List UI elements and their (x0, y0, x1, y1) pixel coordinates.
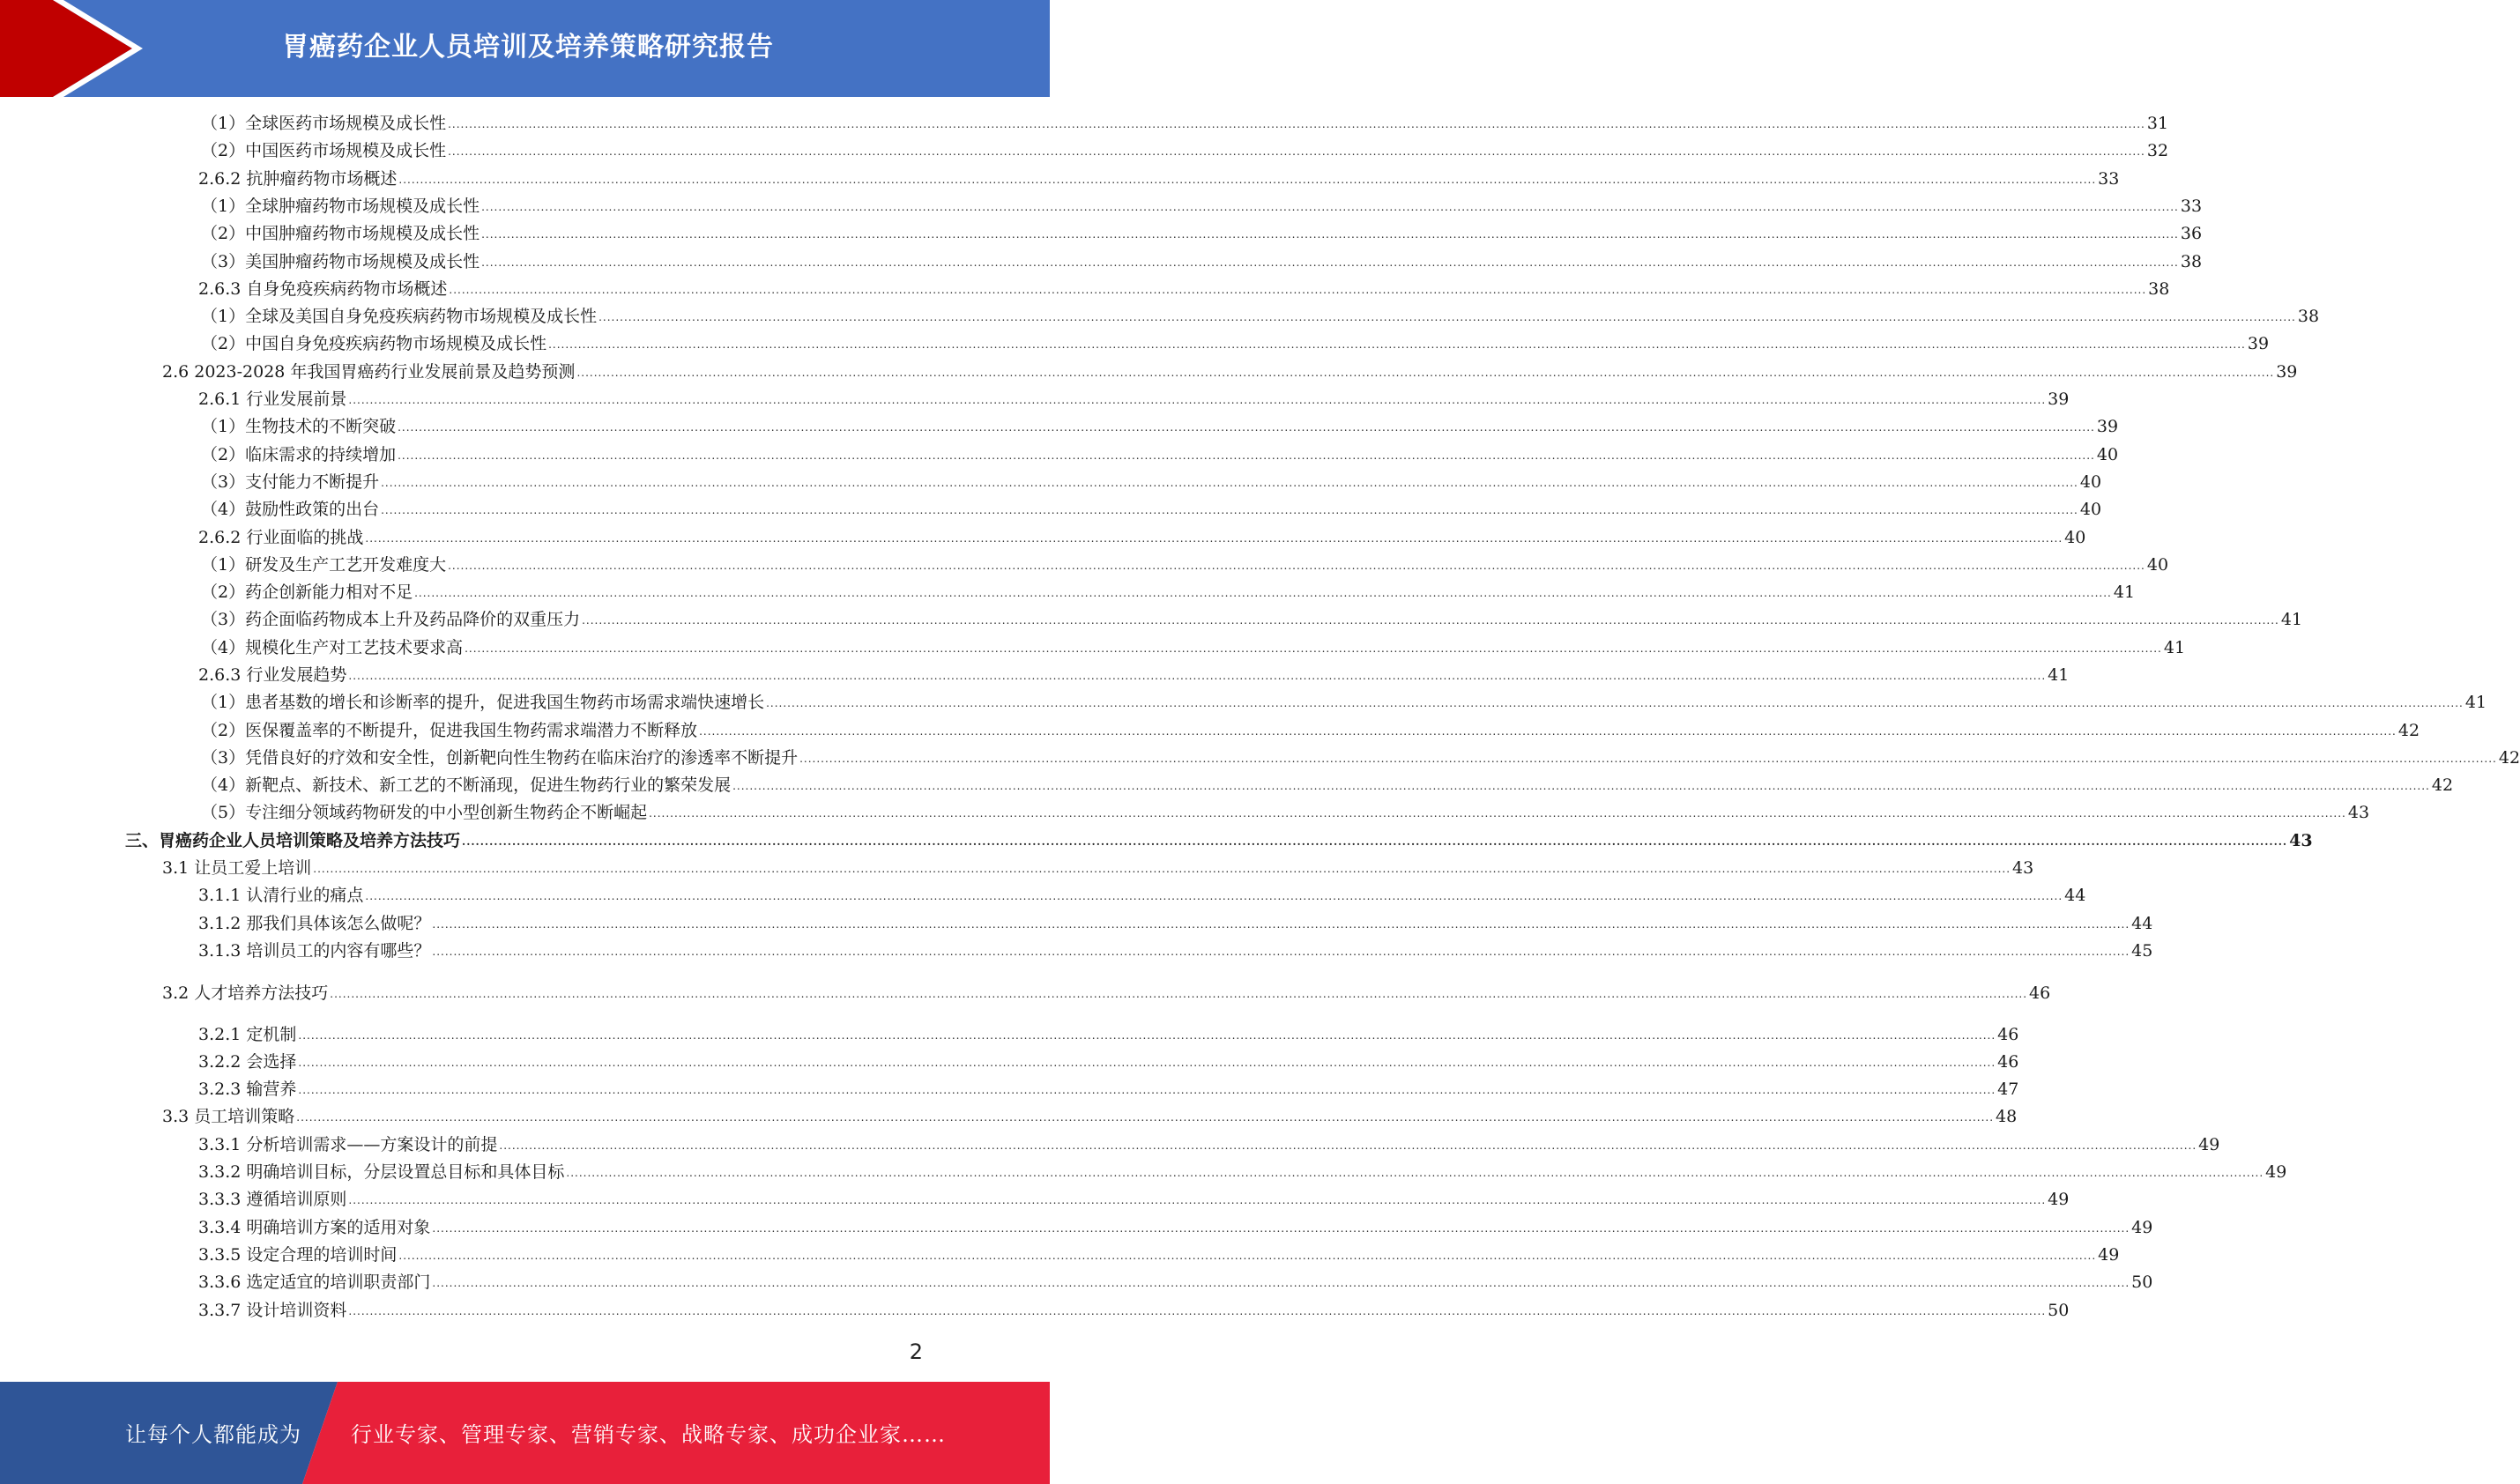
toc-entry-page: 40 (2146, 555, 2169, 575)
toc-entry-page: 39 (2096, 417, 2119, 436)
toc-entry[interactable] (201, 719, 2420, 742)
toc-leader-dots: ................................................................................................................................................................................................................................................................................................................................................................................................................ (398, 449, 2095, 462)
toc-leader-dots: ................................................................................................................................................................................................................................................................................................................................................................................................................ (766, 697, 2464, 709)
toc-entry-page: 49 (2098, 1245, 2120, 1265)
toc-leader-dots: ................................................................................................................................................................................................................................................................................................................................................................................................................ (548, 338, 2246, 351)
toc-entry-title: 2.6.3 行业发展趋势 (198, 665, 347, 685)
toc-leader-dots: ................................................................................................................................................................................................................................................................................................................................................................................................................ (432, 1277, 2130, 1289)
toc-entry-title: 3.1.1 认清行业的痛点 (198, 886, 364, 905)
toc-entry-page: 32 (2146, 141, 2169, 160)
toc-leader-dots: ................................................................................................................................................................................................................................................................................................................................................................................................................ (582, 614, 2279, 627)
toc-entry[interactable] (198, 1243, 2120, 1266)
toc-entry[interactable] (198, 1078, 2019, 1101)
toc-entry[interactable] (201, 581, 2136, 604)
toc-entry-title: （5）专注细分领域药物研发的中小型创新生物药企不断崛起 (201, 803, 648, 822)
toc-entry-title: 3.3.2 明确培训目标，分层设置总目标和具体目标 (198, 1162, 565, 1182)
toc-entry-title: 3.3 员工培训策略 (162, 1107, 295, 1126)
toc-entry[interactable] (201, 498, 2102, 521)
toc-entry-page: 43 (2289, 831, 2313, 850)
toc-entry-title: 3.3.5 设定合理的培训时间 (198, 1245, 398, 1265)
toc-entry-page: 46 (1997, 1052, 2019, 1072)
toc-entry-page: 43 (2012, 858, 2034, 878)
toc-entry-title: 3.2.1 定机制 (198, 1025, 297, 1044)
toc-entry-page: 41 (2113, 582, 2136, 602)
toc-entry-title: （3）凭借良好的疗效和安全性，创新靶向性生物药在临床治疗的渗透率不断提升 (201, 748, 799, 768)
toc-leader-dots: ................................................................................................................................................................................................................................................................................................................................................................................................................ (432, 946, 2130, 958)
toc-entry-title: 3.3.1 分析培训需求——方案设计的前提 (198, 1135, 498, 1154)
toc-entry-page: 44 (2131, 914, 2153, 933)
footer-slogan-right: 行业专家、管理专家、营销专家、战略专家、成功企业家…… (351, 1422, 946, 1447)
toc-entry[interactable] (201, 112, 2169, 135)
toc-entry-title: 3.2 人才培养方法技巧 (162, 983, 329, 1003)
toc-entry-page: 50 (2048, 1301, 2070, 1320)
toc-entry-title: （3）药企面临药物成本上升及药品降价的双重压力 (201, 610, 581, 629)
toc-entry-page: 49 (2198, 1135, 2220, 1154)
toc-entry-page: 42 (2431, 775, 2454, 795)
toc-entry-title: （2）临床需求的持续增加 (201, 445, 397, 464)
toc-entry[interactable] (198, 1188, 2070, 1211)
toc-entry[interactable] (201, 471, 2102, 493)
toc-entry[interactable] (198, 167, 2120, 190)
toc-entry[interactable] (198, 664, 2070, 686)
toc-entry[interactable] (198, 1216, 2153, 1239)
toc-entry-page: 46 (2029, 983, 2051, 1003)
toc-leader-dots: ................................................................................................................................................................................................................................................................................................................................................................................................................ (566, 1167, 2264, 1179)
toc-entry-title: （1）全球及美国自身免疫疾病药物市场规模及成长性 (201, 307, 598, 326)
toc-leader-dots: ................................................................................................................................................................................................................................................................................................................................................................................................................ (348, 670, 2047, 682)
toc-entry[interactable] (198, 1299, 2070, 1322)
toc-entry-page: 31 (2146, 114, 2169, 133)
toc-entry-title: 3.3.3 遵循培训原则 (198, 1190, 347, 1209)
toc-entry-page: 40 (2064, 528, 2086, 547)
toc-leader-dots: ................................................................................................................................................................................................................................................................................................................................................................................................................ (348, 1194, 2047, 1206)
toc-entry[interactable] (125, 829, 2313, 852)
toc-entry-page: 47 (1997, 1080, 2019, 1099)
toc-entry[interactable] (198, 526, 2086, 549)
toc-leader-dots: ................................................................................................................................................................................................................................................................................................................................................................................................................ (465, 642, 2162, 655)
toc-leader-dots: ................................................................................................................................................................................................................................................................................................................................................................................................................ (398, 1250, 2097, 1262)
toc-leader-dots: ................................................................................................................................................................................................................................................................................................................................................................................................................ (481, 201, 2179, 213)
toc-entry[interactable] (198, 884, 2086, 907)
toc-leader-dots: ................................................................................................................................................................................................................................................................................................................................................................................................................ (381, 477, 2078, 489)
toc-leader-dots: ................................................................................................................................................................................................................................................................................................................................................................................................................ (348, 394, 2047, 406)
page-header (0, 0, 1050, 97)
toc-entry-title: 3.1.2 那我们具体该怎么做呢？ (198, 914, 431, 933)
toc-entry-page: 45 (2131, 941, 2153, 961)
toc-entry[interactable] (201, 746, 2520, 769)
toc-entry[interactable] (201, 139, 2169, 162)
toc-leader-dots: ................................................................................................................................................................................................................................................................................................................................................................................................................ (448, 118, 2145, 130)
toc-entry-page: 49 (2131, 1218, 2153, 1237)
toc-entry-title: 2.6.1 行业发展前景 (198, 390, 347, 409)
toc-leader-dots: ................................................................................................................................................................................................................................................................................................................................................................................................................ (799, 753, 2497, 765)
toc-entry-title: （1）生物技术的不断突破 (201, 417, 397, 436)
toc-entry-title: （1）全球医药市场规模及成长性 (201, 114, 447, 133)
toc-entry-title: 2.6.3 自身免疫疾病药物市场概述 (198, 279, 448, 299)
toc-entry-page: 49 (2265, 1162, 2287, 1182)
toc-leader-dots: ................................................................................................................................................................................................................................................................................................................................................................................................................ (462, 835, 2288, 848)
toc-entry[interactable] (162, 982, 2051, 1005)
toc-entry-title: （2）中国医药市场规模及成长性 (201, 141, 447, 160)
toc-entry[interactable] (201, 305, 2320, 328)
toc-entry[interactable] (201, 553, 2169, 576)
toc-entry-page: 50 (2131, 1273, 2153, 1292)
toc-entry-title: （3）支付能力不断提升 (201, 472, 380, 492)
toc-leader-dots: ................................................................................................................................................................................................................................................................................................................................................................................................................ (449, 284, 2147, 296)
toc-entry-page: 33 (2098, 169, 2120, 189)
toc-entry-title: 2.6 2023-2028 年我国胃癌药行业发展前景及趋势预测 (162, 362, 576, 382)
toc-leader-dots: ................................................................................................................................................................................................................................................................................................................................................................................................................ (298, 1057, 1996, 1069)
toc-entry[interactable] (201, 443, 2119, 466)
toc-leader-dots: ................................................................................................................................................................................................................................................................................................................................................................................................................ (432, 918, 2130, 931)
toc-entry-page: 38 (2297, 307, 2320, 326)
toc-entry[interactable] (201, 250, 2203, 273)
toc-leader-dots: ................................................................................................................................................................................................................................................................................................................................................................................................................ (448, 145, 2145, 158)
toc-entry-title: （2）药企创新能力相对不足 (201, 582, 413, 602)
toc-entry[interactable] (198, 1023, 2019, 1046)
toc-entry-title: （4）鼓励性政策的出台 (201, 500, 380, 519)
toc-leader-dots: ................................................................................................................................................................................................................................................................................................................................................................................................................ (330, 988, 2028, 1000)
toc-entry-title: （2）中国自身免疫疾病药物市场规模及成长性 (201, 334, 547, 353)
toc-entry-page: 33 (2180, 197, 2203, 216)
toc-leader-dots: ................................................................................................................................................................................................................................................................................................................................................................................................................ (414, 587, 2112, 599)
toc-leader-dots: ................................................................................................................................................................................................................................................................................................................................................................................................................ (481, 228, 2179, 241)
toc-entry[interactable] (201, 222, 2203, 245)
toc-entry-page: 38 (2180, 252, 2203, 271)
toc-entry-page: 42 (2498, 748, 2520, 768)
toc-entry-page: 42 (2397, 721, 2420, 740)
toc-leader-dots: ................................................................................................................................................................................................................................................................................................................................................................................................................ (649, 807, 2346, 820)
toc-entry[interactable] (198, 278, 2170, 301)
toc-leader-dots: ................................................................................................................................................................................................................................................................................................................................................................................................................ (398, 174, 2097, 186)
toc-entry[interactable] (201, 332, 2270, 355)
toc-entry-title: 三、胃癌药企业人员培训策略及培养方法技巧 (125, 831, 461, 850)
toc-entry[interactable] (198, 1271, 2153, 1294)
toc-entry[interactable] (201, 636, 2186, 659)
toc-leader-dots: ................................................................................................................................................................................................................................................................................................................................................................................................................ (381, 504, 2078, 516)
toc-leader-dots: ................................................................................................................................................................................................................................................................................................................................................................................................................ (398, 421, 2095, 434)
toc-leader-dots: ................................................................................................................................................................................................................................................................................................................................................................................................................ (298, 1029, 1996, 1042)
toc-entry-page: 41 (2048, 665, 2070, 685)
toc-entry[interactable] (198, 388, 2070, 411)
toc-entry-page: 44 (2064, 886, 2086, 905)
toc-entry-page: 46 (1997, 1025, 2019, 1044)
toc-leader-dots: ................................................................................................................................................................................................................................................................................................................................................................................................................ (365, 532, 2063, 545)
toc-entry-page: 49 (2048, 1190, 2070, 1209)
toc-entry-page: 39 (2276, 362, 2298, 382)
toc-entry[interactable] (162, 1105, 2018, 1128)
toc-leader-dots: ................................................................................................................................................................................................................................................................................................................................................................................................................ (365, 890, 2063, 902)
toc-leader-dots: ................................................................................................................................................................................................................................................................................................................................................................................................................ (481, 256, 2179, 269)
toc-entry-title: 3.3.6 选定适宜的培训职责部门 (198, 1273, 431, 1292)
toc-entry-title: （1）全球肿瘤药物市场规模及成长性 (201, 197, 480, 216)
page-footer (0, 1382, 1050, 1484)
toc-leader-dots: ................................................................................................................................................................................................................................................................................................................................................................................................................ (448, 560, 2145, 572)
toc-entry[interactable] (201, 801, 2370, 824)
toc-entry[interactable] (198, 1050, 2019, 1073)
toc-entry-page: 40 (2079, 472, 2102, 492)
toc-entry-title: 3.3.7 设计培训资料 (198, 1301, 347, 1320)
toc-entry[interactable] (198, 1161, 2287, 1183)
toc-entry[interactable] (201, 608, 2303, 631)
toc-entry-page: 40 (2096, 445, 2119, 464)
toc-entry-page: 40 (2079, 500, 2102, 519)
toc-entry[interactable] (201, 691, 2487, 714)
toc-entry[interactable] (198, 939, 2153, 962)
toc-entry-title: 2.6.2 抗肿瘤药物市场概述 (198, 169, 398, 189)
toc-entry-page: 43 (2347, 803, 2370, 822)
toc-entry-page: 38 (2148, 279, 2170, 299)
toc-leader-dots: ................................................................................................................................................................................................................................................................................................................................................................................................................ (298, 1084, 1996, 1096)
toc-leader-dots: ................................................................................................................................................................................................................................................................................................................................................................................................................ (699, 725, 2397, 738)
toc-leader-dots: ................................................................................................................................................................................................................................................................................................................................................................................................................ (296, 1111, 1995, 1124)
toc-entry[interactable] (162, 360, 2298, 383)
toc-entry-title: （3）美国肿瘤药物市场规模及成长性 (201, 252, 480, 271)
toc-leader-dots: ................................................................................................................................................................................................................................................................................................................................................................................................................ (348, 1305, 2047, 1317)
toc-entry[interactable] (198, 912, 2153, 935)
toc-entry-page: 41 (2163, 638, 2186, 657)
toc-entry-title: （4）新靶点、新技术、新工艺的不断涌现，促进生物药行业的繁荣发展 (201, 775, 732, 795)
page-number: 2 (909, 1339, 923, 1364)
toc-entry-page: 41 (2464, 693, 2487, 712)
toc-entry[interactable] (201, 415, 2119, 438)
toc-entry-title: （1）患者基数的增长和诊断率的提升，促进我国生物药市场需求端快速增长 (201, 693, 765, 712)
toc-leader-dots: ................................................................................................................................................................................................................................................................................................................................................................................................................ (732, 780, 2430, 792)
report-title: 胃癌药企业人员培训及培养策略研究报告 (282, 32, 774, 63)
toc-entry[interactable] (201, 774, 2454, 797)
toc-leader-dots: ................................................................................................................................................................................................................................................................................................................................................................................................................ (598, 311, 2296, 323)
toc-entry-page: 39 (2247, 334, 2270, 353)
toc-leader-dots: ................................................................................................................................................................................................................................................................................................................................................................................................................ (576, 367, 2275, 379)
toc-entry[interactable] (162, 857, 2034, 879)
toc-entry-page: 48 (1996, 1107, 2018, 1126)
toc-leader-dots: ................................................................................................................................................................................................................................................................................................................................................................................................................ (499, 1139, 2197, 1152)
toc-entry-title: 3.3.4 明确培训方案的适用对象 (198, 1218, 431, 1237)
toc-leader-dots: ................................................................................................................................................................................................................................................................................................................................................................................................................ (313, 863, 2011, 875)
toc-entry-title: 2.6.2 行业面临的挑战 (198, 528, 364, 547)
toc-entry-title: （2）医保覆盖率的不断提升，促进我国生物药需求端潜力不断释放 (201, 721, 698, 740)
toc-entry-page: 39 (2048, 390, 2070, 409)
toc-entry-page: 36 (2180, 224, 2203, 243)
toc-entry[interactable] (201, 195, 2203, 218)
footer-slogan-left: 让每个人都能成为 (125, 1422, 301, 1447)
toc-entry-title: （4）规模化生产对工艺技术要求高 (201, 638, 464, 657)
toc-entry[interactable] (198, 1133, 2220, 1156)
toc-entry-title: 3.1 让员工爱上培训 (162, 858, 312, 878)
toc-entry-title: （1）研发及生产工艺开发难度大 (201, 555, 447, 575)
toc-entry-title: 3.1.3 培训员工的内容有哪些？ (198, 941, 431, 961)
toc-leader-dots: ................................................................................................................................................................................................................................................................................................................................................................................................................ (432, 1222, 2130, 1235)
toc-entry-page: 41 (2280, 610, 2303, 629)
toc-entry-title: 3.2.2 会选择 (198, 1052, 297, 1072)
toc-entry-title: 3.2.3 输营养 (198, 1080, 297, 1099)
toc-entry-title: （2）中国肿瘤药物市场规模及成长性 (201, 224, 480, 243)
